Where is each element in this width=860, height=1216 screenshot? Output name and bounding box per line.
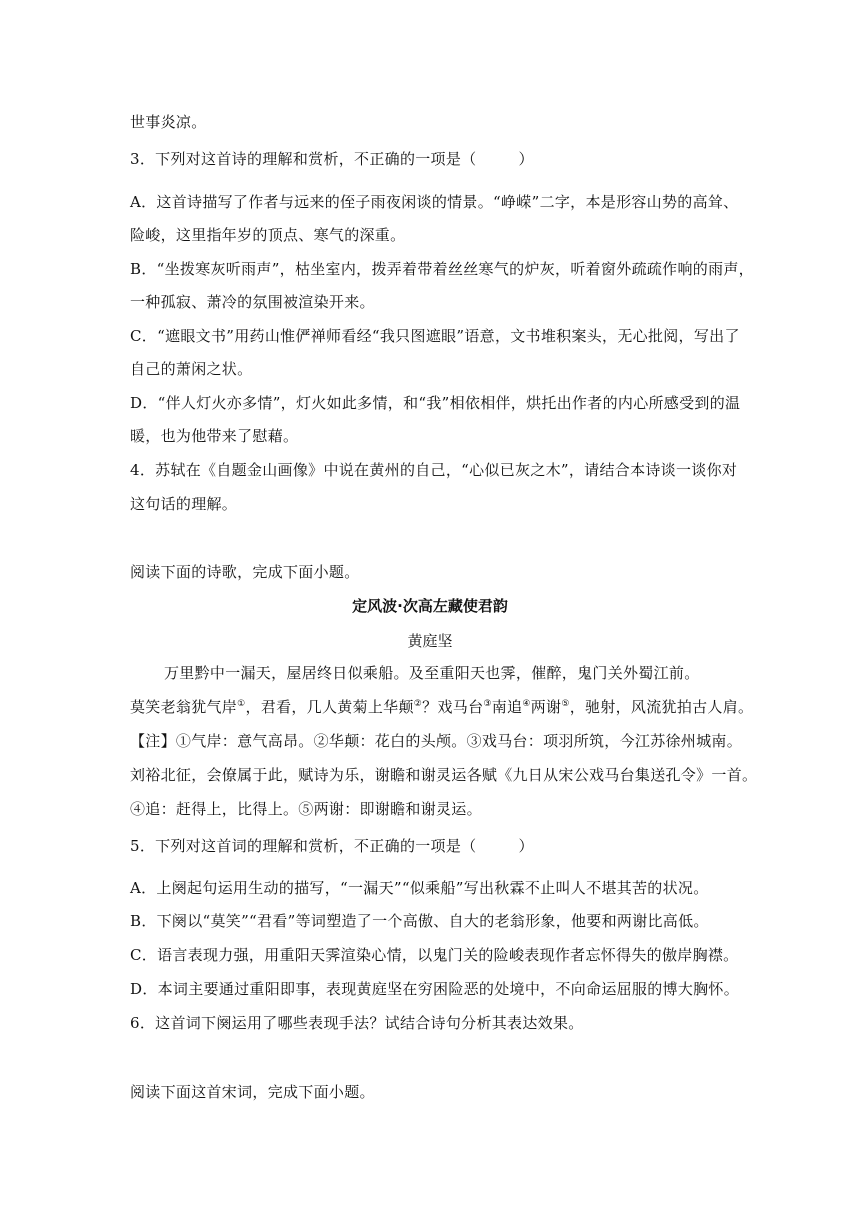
passage-tail: 世事炎凉。 (130, 113, 207, 131)
q3-option-b-line2: 一种孤寂、萧冷的氛围被渲染开来。 (130, 293, 375, 311)
question-5-paren-close: ） (518, 837, 534, 855)
footnote-marker-5: ⑤ (561, 699, 570, 709)
poem-fragment: 两谢 (530, 698, 562, 716)
question-4-line2: 这句话的理解。 (130, 495, 238, 513)
q3-option-c-line1: C．“遮眼文书”用药山惟俨禅师看经“我只图遮眼”语意，文书堆积案头，无心批阅，写出了 (130, 327, 740, 345)
q5-option-b: B．下阕以“莫笑”“君看”等词塑造了一个高傲、自大的老翁形象，他要和两谢比高低。 (130, 912, 709, 930)
q3-option-d-line2: 暖，也为他带来了慰藉。 (130, 427, 299, 445)
q3-option-d-line1: D．“伴人灯火亦多情”，灯火如此多情，和“我”相依相伴，烘托出作者的内心所感受到的温 (130, 394, 741, 412)
question-3-stem (130, 149, 534, 169)
q3-option-a-line2: 险峻，这里指年岁的顶点、寒气的深重。 (130, 226, 406, 244)
question-6: 6．这首词下阕运用了哪些表现手法？试结合诗句分析其表达效果。 (130, 1014, 584, 1032)
notes-line1: 【注】①气岸：意气高昂。②华颠：花白的头颅。③戏马台：项羽所筑，今江苏徐州城南。 (130, 732, 743, 750)
poem-fragment: 南追 (491, 698, 523, 716)
poem-title: 定风波·次高左藏使君韵 (352, 597, 508, 615)
poem-fragment: ，驰射，风流犹拍古人肩。 (569, 698, 754, 716)
notes-line2: 刘裕北征，会僚属于此，赋诗为乐，谢瞻和谢灵运各赋《九日从宋公戏马台集送孔令》一首。 (130, 766, 758, 784)
poem-fragment: ，君看，几人黄菊上华颠 (245, 698, 414, 716)
q3-option-b-line1: B．“坐拨寒灰听雨声”，枯坐室内，拨弄着带着丝丝寒气的炉灰，听着窗外疏疏作响的雨声， (130, 260, 754, 278)
question-5-text: 5．下列对这首词的理解和赏析，不正确的一项是（ (130, 837, 477, 855)
section-2-instruction: 阅读下面的诗歌，完成下面小题。 (130, 563, 360, 581)
question-5-stem (130, 836, 534, 856)
q5-option-a: A．上阕起句运用生动的描写，“一漏天”“似乘船”写出秋霖不止叫人不堪其苦的状况。 (130, 879, 709, 897)
poem-author: 黄庭坚 (407, 632, 453, 650)
footnote-marker-2: ② (413, 699, 423, 709)
question-3-paren-close: ） (518, 150, 534, 168)
footnote-marker-1: ① (237, 699, 246, 709)
section-3-instruction: 阅读下面这首宋词，完成下面小题。 (130, 1083, 375, 1101)
footnote-marker-3: ③ (483, 699, 492, 709)
question-4-line1: 4．苏轼在《自题金山画像》中说在黄州的自己，“心似已灰之木”，请结合本诗谈一谈你对 (130, 461, 738, 479)
q5-option-d: D．本词主要通过重阳即事，表现黄庭坚在穷困险恶的处境中，不向命运屈服的博大胸怀。 (130, 980, 740, 998)
notes-line3: ④追：赶得上，比得上。⑤两谢：即谢瞻和谢灵运。 (130, 800, 482, 818)
poem-stanza-1: 万里黔中一漏天，屋居终日似乘船。及至重阳天也霁，催醉，鬼门关外蜀江前。 (164, 664, 700, 682)
q5-option-c: C．语言表现力强，用重阳天霁渲染心情，以鬼门关的险峻表现作者忘怀得失的傲岸胸襟。 (130, 946, 739, 964)
q3-option-c-line2: 自己的萧闲之状。 (130, 360, 253, 378)
q3-option-a-line1: A．这首诗描写了作者与远来的侄子雨夜闲谈的情景。“峥嵘”二字，本是形容山势的高耸、 (130, 193, 739, 211)
footnote-marker-4: ④ (522, 699, 531, 709)
poem-stanza-2 (130, 697, 753, 717)
question-3-text: 3．下列对这首诗的理解和赏析，不正确的一项是（ (130, 150, 477, 168)
poem-fragment: 莫笑老翁犹气岸 (130, 698, 238, 716)
poem-fragment: ？戏马台 (422, 698, 484, 716)
